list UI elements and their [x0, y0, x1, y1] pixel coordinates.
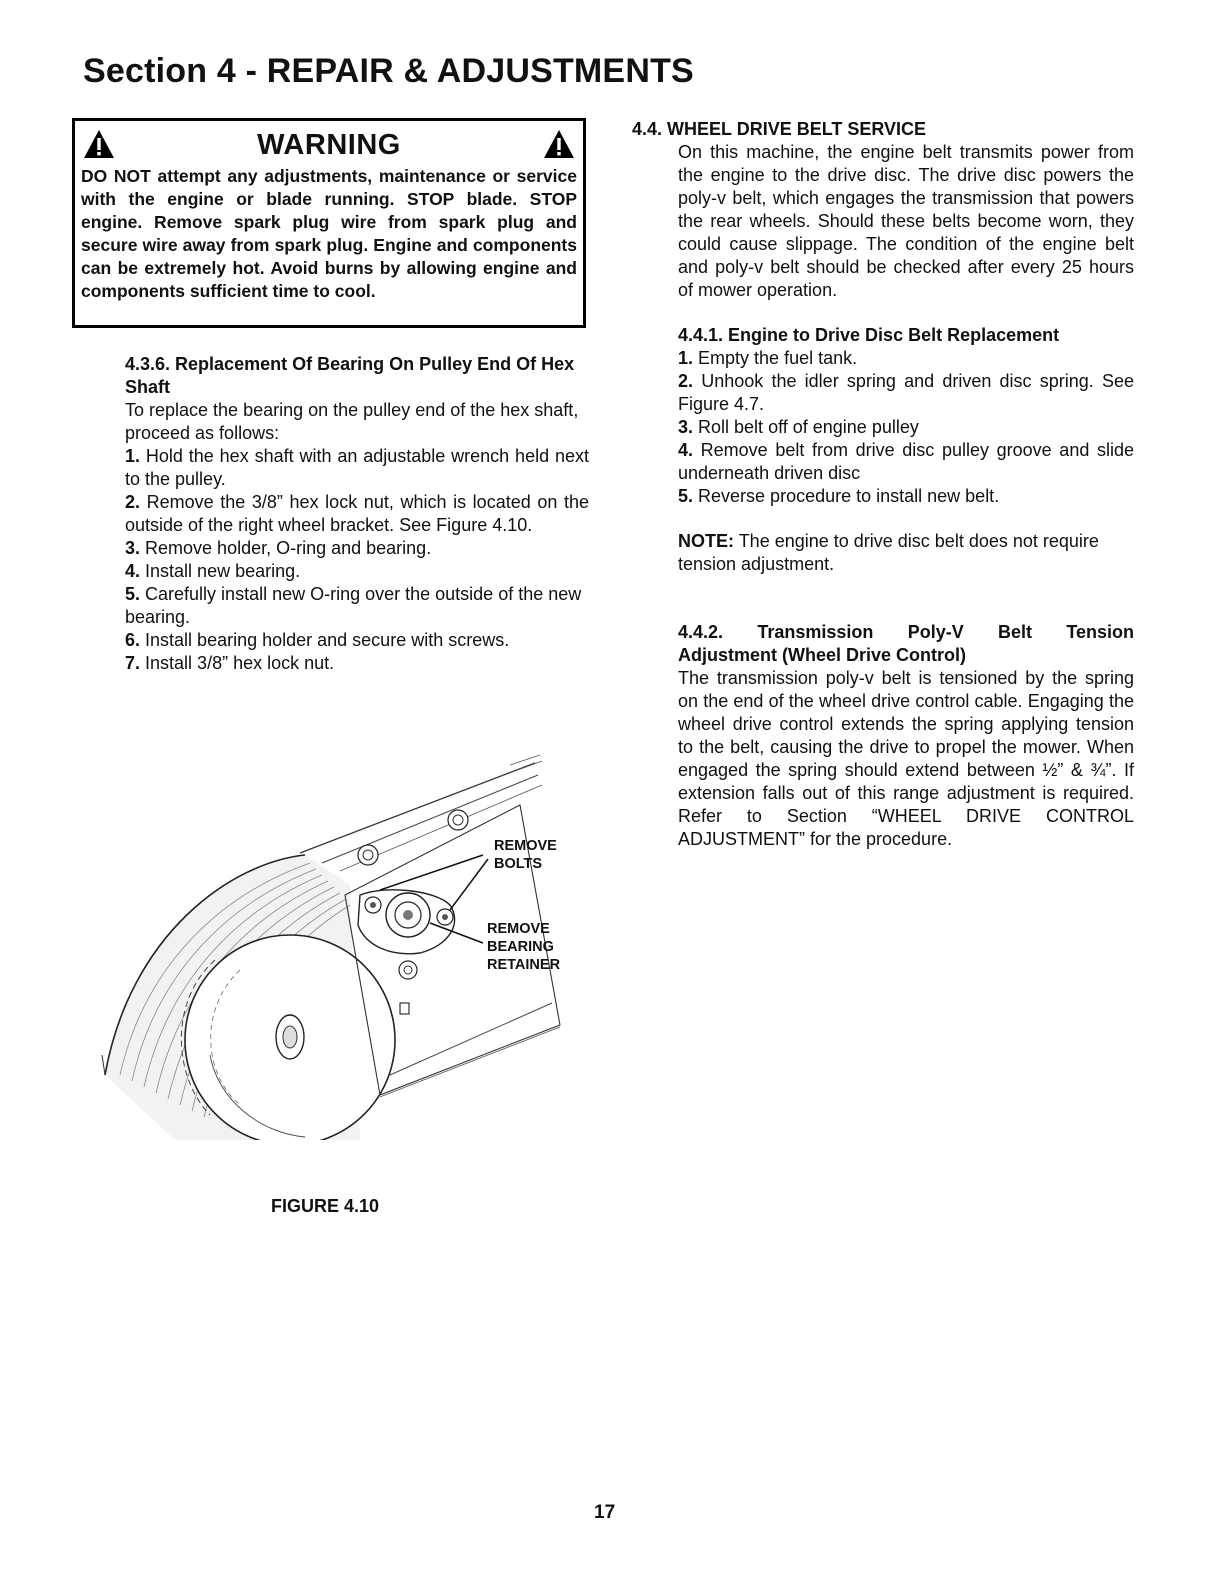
step-item: [678, 439, 1134, 485]
step-text: Empty the fuel tank.: [698, 348, 858, 368]
heading-word: Transmission: [757, 622, 874, 642]
step-number: 7.: [125, 653, 141, 673]
step-text: Install 3/8” hex lock nut.: [145, 653, 335, 673]
step-number: 3.: [678, 417, 694, 437]
figure-caption: FIGURE 4.10: [271, 1196, 380, 1216]
step-text: Remove belt from drive disc pulley groove and slide underneath driven disc: [678, 440, 1134, 483]
section-4-4: [634, 118, 1134, 851]
step-number: 1.: [125, 446, 141, 466]
step-text: Unhook the idler spring and driven disc spring. See Figure 4.7.: [678, 371, 1134, 414]
step-item: [125, 537, 589, 560]
section-4-3-6: [125, 353, 589, 675]
heading-word: Tension: [1066, 622, 1134, 642]
step-number: 2.: [678, 371, 694, 391]
warning-title: WARNING: [257, 129, 401, 161]
page-title: Section 4 - REPAIR & ADJUSTMENTS: [83, 52, 694, 90]
step-item: [125, 652, 589, 675]
callout-line: BEARING: [487, 939, 554, 955]
step-item: [125, 560, 589, 583]
step-number: 4.: [125, 561, 141, 581]
callout-line: BOLTS: [494, 856, 543, 872]
callout-line: RETAINER: [487, 957, 561, 973]
callout-remove-bolts: [494, 837, 557, 873]
section-body: On this machine, the engine belt transmits power from the engine to the drive disc. The drive disc powers the poly-v belt, which engages the transmission that powers the rear wheels. Should these belts become worn, they could cause slippage. The condition of the engine belt and poly-v belt should be checked after every 25 hours of mower operation.: [678, 142, 1134, 300]
heading-word: Belt: [998, 622, 1033, 642]
step-text: Remove the 3/8” hex lock nut, which is located on the outside of the right wheel bracket. See Figure 4.10.: [125, 492, 589, 535]
step-number: 5.: [125, 584, 141, 604]
warning-header: [81, 121, 577, 165]
step-item: [125, 491, 589, 537]
note-text: The engine to drive disc belt does not require tension adjustment.: [678, 531, 1099, 574]
step-item: [678, 370, 1134, 416]
step-item: [678, 416, 1134, 439]
step-text: Install new bearing.: [145, 561, 301, 581]
subsection-heading: [678, 621, 1134, 644]
figure-4-10: [90, 745, 600, 1140]
step-number: 3.: [125, 538, 141, 558]
warning-triangle-icon: [543, 129, 575, 159]
step-item: [678, 347, 1134, 370]
heading-word: 4.4.2.: [678, 622, 724, 642]
page-number: 17: [594, 1502, 616, 1523]
step-number: 4.: [678, 440, 694, 460]
step-text: Reverse procedure to install new belt.: [698, 486, 1000, 506]
subsection-heading-line2: Adjustment (Wheel Drive Control): [678, 645, 967, 665]
warning-box: [72, 118, 586, 328]
step-item: [125, 629, 589, 652]
subsection-body: The transmission poly-v belt is tensioned by the spring on the end of the wheel drive control cable. Engaging the wheel drive control extends the spring applying tension to the belt, causing the drive to propel the mower. When engaged the spring should extend between ½” & ¾”. If extension falls out of this range adjustment is required. Refer to Section “WHEEL DRIVE CONTROL ADJUSTMENT” for the procedure.: [678, 668, 1134, 849]
step-item: [125, 445, 589, 491]
step-text: Carefully install new O-ring over the outside of the new bearing.: [125, 584, 582, 627]
callout-line: REMOVE: [487, 921, 550, 937]
warning-text: DO NOT attempt any adjustments, maintenance or service with the engine or blade running. STOP blade. STOP engine. Remove spark plug wire from spark plug and secure wire away from spark plug. Engine and components can be extremely hot. Avoid burns by allowing engine and components sufficient time to cool.: [81, 166, 577, 301]
step-text: Remove holder, O-ring and bearing.: [145, 538, 432, 558]
heading-word: Poly-V: [907, 622, 964, 642]
step-item: [678, 485, 1134, 508]
section-heading: 4.3.6. Replacement Of Bearing On Pulley End Of Hex Shaft: [125, 354, 575, 397]
section-intro: To replace the bearing on the pulley end of the hex shaft, proceed as follows:: [125, 400, 579, 443]
step-text: Roll belt off of engine pulley: [698, 417, 919, 437]
step-item: [125, 583, 589, 629]
step-text: Hold the hex shaft with an adjustable wrench held next to the pulley.: [125, 446, 589, 489]
note-label: NOTE:: [678, 531, 734, 551]
step-number: 1.: [678, 348, 694, 368]
step-text: Install bearing holder and secure with screws.: [145, 630, 510, 650]
callout-line: REMOVE: [494, 838, 557, 854]
section-heading: 4.4. WHEEL DRIVE BELT SERVICE: [632, 119, 927, 139]
callout-remove-bearing-retainer: [487, 920, 560, 974]
step-number: 2.: [125, 492, 141, 512]
step-number: 5.: [678, 486, 694, 506]
step-number: 6.: [125, 630, 141, 650]
note: [678, 530, 1134, 576]
subsection-heading: 4.4.1. Engine to Drive Disc Belt Replacement: [678, 325, 1060, 345]
